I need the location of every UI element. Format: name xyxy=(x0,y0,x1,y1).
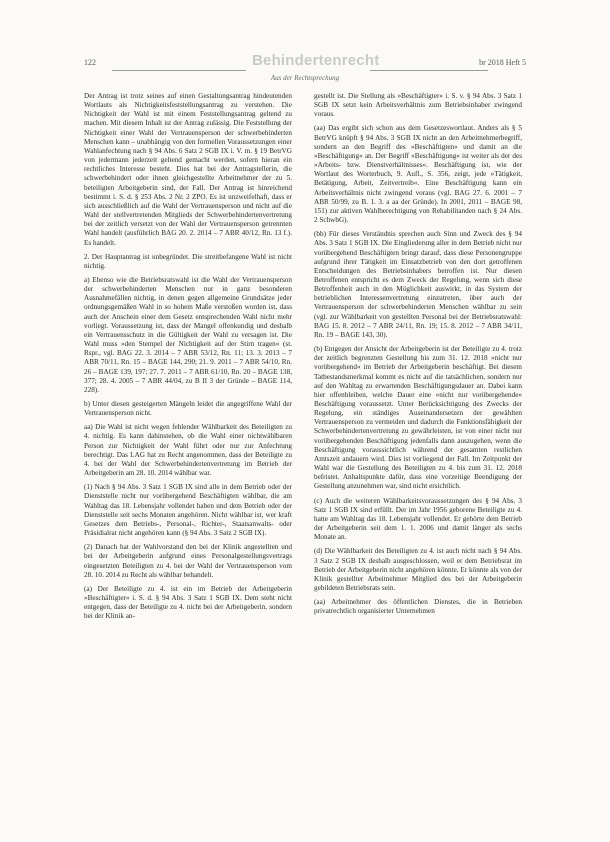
paragraph: (a) Der Beteiligte zu 4. ist ein im Betrieb der Arbeitgeberin »Beschäftigter« i. S. d. § 94 Abs. 3 Satz 1 SGB IX. Dem steht nicht entgegen, dass der Beteiligte zu 4. nicht bei der Arbeitgeberin, sondern bei der Klinik an- xyxy=(84,584,292,621)
page-header xyxy=(84,52,526,74)
paragraph: Der Antrag ist trotz seines auf einen Gestaltungsantrag hindeutenden Wortlauts als Nichtigkeitsfeststellungsantrag zu verstehen. Die Nichtigkeit der Wahl ist mit einem Feststellungsantrag geltend zu machen. Mit diesem Inhalt ist der Antrag zulässig. Die Feststellung der Nichtigkeit einer Wahl der Vertrauensperson der schwerbehinderten Menschen kann – unabhängig von den formellen Voraussetzungen einer Wahlanfechtung nach § 94 Abs. 6 Satz 2 SGB IX i. V. m. § 19 BetrVG von jedermann jederzeit geltend gemacht werden, sofern hieran ein rechtliches Interesse besteht. Dies hat bei der Antragstellerin, die schwerbehindert oder ihnen gleichgestellte Arbeitnehmer der zu 5. beteiligten Arbeitgeberin sind, der Fall. Der Antrag ist hinreichend bestimmt i. S. d. § 253 Abs. 2 Nr. 2 ZPO. Es ist unzweifelhaft, dass er sich ausschließlich auf die Wahl der Vertrauensperson und nicht auf die Wahl der stellvertretenden Mitglieds der Schwerbehindertenvertretung bei der zeitlich versetzt von der Wahl der Vertrauensperson getrennten Wahl handelt (ausführlich BAG 20. 2. 2014 – 7 ABR 40/12, Rn. 13 f.). Es handelt. xyxy=(84,92,292,247)
paragraph: aa) Die Wahl ist nicht wegen fehlender Wählbarkeit des Beteiligten zu 4. nichtig. Es kann dahinstehen, ob die Wahl einer nichtwählbaren Person zur Nichtigkeit der Wahl führt oder nur zur Anfechtung berechtigt. Das LAG hat zu Recht angenommen, dass der Beteiligte zu 4. bei der Wahl der Schwerbehindertenvertretung im Betrieb der Arbeitgeberin am 28. 10. 2014 wählbar war. xyxy=(84,423,292,478)
right-column xyxy=(314,92,522,619)
paragraph: gestellt ist. Die Stellung als »Beschäftigter« i. S. v. § 94 Abs. 3 Satz 1 SGB IX setzt kein Arbeitsverhältnis zum Betriebsinhaber zwingend voraus. xyxy=(314,92,522,119)
paragraph: (b) Entgegen der Ansicht der Arbeitgeberin ist der Beteiligte zu 4. trotz der zeitlich begrenzten Gestellung bis zum 31. 12. 2018 »nicht nur vorübergehend« im Betrieb der Arbeitgeberin beschäftigt. Bei diesem Tatbestandsmerkmal kommt es nicht auf die tatsächlichen, sondern nur auf den Wahltag zu erwartenden Beschäftigungsdauer an. Dabei kann hier offenbleiben, welche Dauer eine »nicht nur vorübergehende« Beschäftigung voraussetzt. Unter Berücksichtigung des Zwecks der Regelung, ein ständiges Auseinandersetzen der gewählten Vertrauensperson zu vermeiden und dadurch die Funktionsfähigkeit der Schwerbehindertenvertretung zu gewährleisten, ist von einer nicht nur vorübergehenden Beschäftigung jedenfalls dann auszugehen, wenn die Beschäftigung voraussichtlich während der gesamten restlichen Amtszeit andauern wird. Dies ist vorliegend der Fall. Im Zeitpunkt der Wahl war die Gestellung des Beteiligten zu 4. bis zum 31. 12. 2018 befristet. Anhaltspunkte dafür, dass eine vorzeitige Beendigung der Gestellung anzunehmen war, sind nicht ersichtlich. xyxy=(314,345,522,491)
section-subtitle: Aus der Rechtsprechung xyxy=(270,74,340,82)
header-rule-right xyxy=(370,70,488,71)
paragraph: (aa) Arbeitnehmer des öffentlichen Dienstes, die in Betrieben privatrechtlich organisierter Unternehmen xyxy=(314,598,522,616)
paragraph: a) Ebenso wie die Betriebsratswahl ist die Wahl der Vertrauensperson der schwerbehinderten Menschen nur in ganz besonderen Ausnahmefällen nichtig, in denen gegen allgemeine Grundsätze jeder ordnungsgemäßen Wahl in so hohem Maße verstoßen worden ist, dass auch der Anschein einer dem Gesetz entsprechenden Wahl nicht mehr vorliegt. Voraussetzung ist, dass der Mangel offenkundig und deshalb ein Vertrauensschutz in die Gültigkeit der Wahl zu versagen ist. Die Wahl muss »den Stempel der Nichtigkeit auf der Stirn tragen« (st. Rspr., vgl. BAG 22. 3. 2014 – 7 ABR 53/12, Rn. 11; 13. 3. 2013 – 7 ABR 70/11, Rn. 15 – BAGE 144, 290; 21. 9. 2011 – 7 ABR 54/10, Rn. 26 – BAGE 139, 197; 27. 7. 2011 – 7 ABR 61/10, Rn. 20 – BAGE 138, 377; 28. 4. 2005 – 7 ABR 44/04, zu B II 3 der Gründe – BAGE 114, 228). xyxy=(84,275,292,394)
paragraph: (1) Nach § 94 Abs. 3 Satz 1 SGB IX sind alle in dem Betrieb oder der Dienststelle nicht nur vorübergehend Beschäftigten wählbar, die am Wahltag das 18. Lebensjahr vollendet haben und dem Betrieb oder der Dienststelle seit sechs Monaten angehören. Nicht wählbar ist, wer kraft Gesetzes dem Betriebs-, Personal-, Richter-, Staatsanwalts- oder Präsidialrat nicht angehören kann (§ 94 Abs. 3 Satz 2 SGB IX). xyxy=(84,483,292,538)
page-number: 122 xyxy=(84,58,96,67)
paragraph: (c) Auch die weiteren Wählbarkeitsvoraussetzungen des § 94 Abs. 3 Satz 1 SGB IX sind erfüllt. Der im Jahr 1956 geborene Beteiligte zu 4. hatte am Wahltag das 18. Lebensjahr vollendet. Er gehörte dem Betrieb der Arbeitgeberin seit dem 1. 1. 2006 und damit länger als sechs Monate an. xyxy=(314,496,522,542)
paragraph: (2) Danach hat der Wahlvorstand den bei der Klinik angestellten und bei der Arbeitgeberin aufgrund eines Personalgestellungsvertrags eingesetzten Beteiligten zu 4. bei der Wahl der Vertrauensperson vom 28. 10. 2014 zu Recht als wählbar behandelt. xyxy=(84,543,292,579)
issue-label: br 2018 Heft 5 xyxy=(479,58,526,67)
paragraph: b) Unter diesen gesteigerten Mängeln leidet die angegriffene Wahl der Vertrauensperson nicht. xyxy=(84,400,292,418)
paragraph: (d) Die Wählbarkeit des Beteiligten zu 4. ist auch nicht nach § 94 Abs. 3 Satz 2 SGB IX deshalb ausgeschlossen, weil er dem Betriebsrat im Betrieb der Arbeitgeberin nicht angehören könnte. Er könnte als von der Klinik gestellter Arbeitnehmer Mitglied des bei der Arbeitgeberin gebildeten Betriebsrats sein. xyxy=(314,547,522,592)
journal-title: Behindertenrecht xyxy=(252,52,380,69)
header-rule-left xyxy=(112,70,246,71)
paragraph: (aa) Das ergibt sich schon aus dem Gesetzeswortlaut. Anders als § 5 BetrVG knüpft § 94 Abs. 3 SGB IX nicht an den Arbeitnehmerbegriff, sondern an den Begriff des »Beschäftigten« und damit an die »Beschäftigung« an. Der Begriff »Beschäftigung« ist weiter als der des »Arbeits- bzw. Dienstverhältnisses«. Beschäftigung ist, wie der Wortlaut des Worterbuch, 9. Aufl., S. 356, zeigt, jede »Tätigkeit, Betätigung, Arbeit, Zeitvertreib«. Eine Beschäftigung kann ein Arbeitsverhältnis nicht zwingend voraus (vgl. BAG 27. 6. 2001 – 7 ABR 50/99, zu B. 1. 3. a aa der Gründe). In 2001, 2011 – BAGE 98, 151) zur aktiven Wahlberechtigung von Rehabilitanden nach § 24 Abs. 2 SchwbG). xyxy=(314,124,522,225)
left-column xyxy=(84,92,292,624)
paragraph: (bb) Für dieses Verständnis sprechen auch Sinn und Zweck des § 94 Abs. 3 Satz 1 SGB IX. Die Eingliederung aller in dem Betrieb nicht nur vorübergehend Beschäftigten bringt darauf, dass diese Personengruppe aufgrund ihrer Tätigkeit im Einsatzbetrieb von den dort getroffenen Entscheidungen des Betriebsinhabers betroffen ist. Nur diesen Betroffenen entspricht es dem Zweck der Regelung, wenn sich diese Betroffenheit auch in den Möglichkeit auswirkt, in das System der betrieblichen Interessenvertretung einzutreten, über auch der Vertrauensperson der schwerbehinderten Menschen wählbar zu sein (vgl. zur Wählbarkeit von gestellten Personal bei der Betriebsratswahl: BAG 15. 8. 2012 – 7 ABR 24/11, Rn. 19; 15. 8. 2012 – 7 ABR 34/11, Rn. 19 – BAGE 143, 30). xyxy=(314,230,522,339)
paragraph: 2. Der Hauptantrag ist unbegründet. Die streitbefangene Wahl ist nicht nichtig. xyxy=(84,252,292,270)
